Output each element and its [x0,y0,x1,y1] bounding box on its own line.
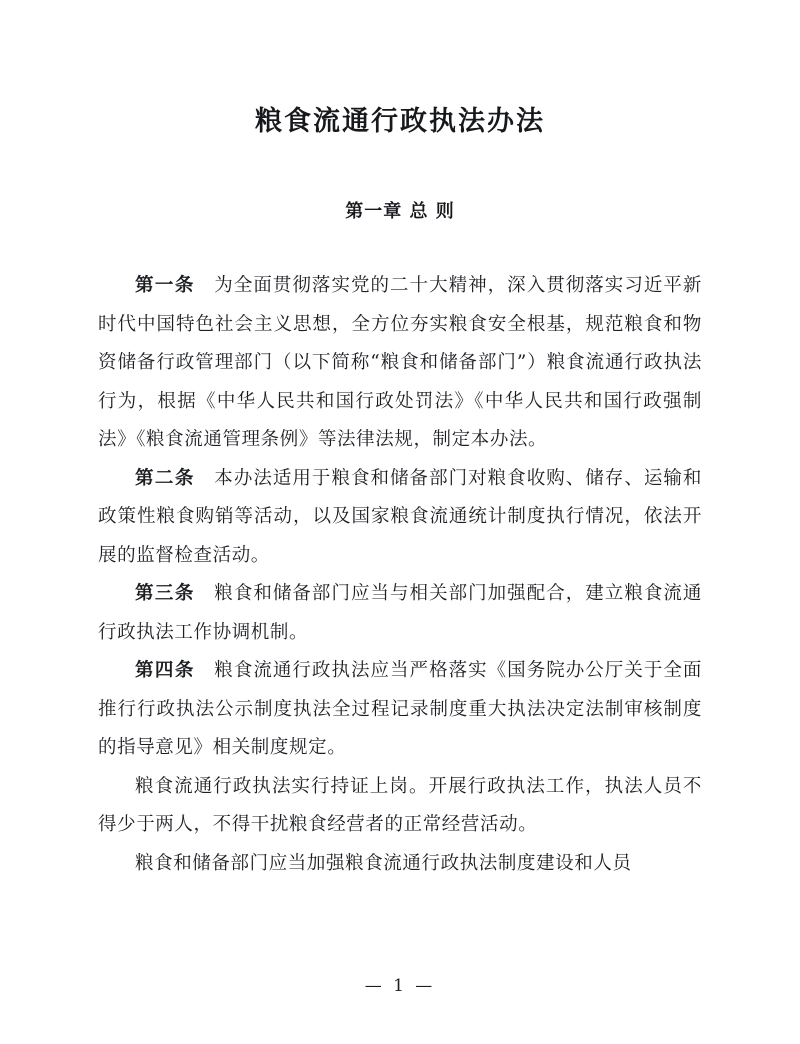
paragraph [98,652,702,768]
article-number: 第一条 [135,275,195,297]
paragraph [98,460,702,576]
page-title: 粮食流通行政执法办法 [255,106,545,137]
paragraph-text: 为全面贯彻落实党的二十大精神，深入贯彻落实习近平新时代中国特色社会主义思想，全方位夯实粮食安全根基，规范粮食和物资储备行政管理部门（以下简称“粮食和储备部门”）粮食流通行政执法行为，根据《中华人民共和国行政处罚法》《中华人民共和国行政强制法》《粮食流通管理条例》等法律法规，制定本办法。 [98,275,702,451]
article-number: 第二条 [135,467,195,489]
paragraph [98,768,702,845]
paragraph [98,267,702,460]
paragraph-text: 粮食流通行政执法实行持证上岗。开展行政执法工作，执法人员不得少于两人，不得干扰粮食经营者的正常经营活动。 [98,775,702,836]
paragraph-text: 粮食和储备部门应当加强粮食流通行政执法制度建设和人员 [135,852,632,874]
paragraph [98,845,702,884]
paragraph [98,575,702,652]
article-number: 第四条 [135,660,195,682]
chapter-heading: 第一章 总 则 [345,201,455,223]
paragraph-text: 粮食流通行政执法应当严格落实《国务院办公厅关于全面推行行政执法公示制度执法全过程记录制度重大执法决定法制审核制度的指导意见》相关制度规定。 [98,660,702,759]
paragraph-text: 粮食和储备部门应当与相关部门加强配合，建立粮食流通行政执法工作协调机制。 [98,583,702,643]
paragraph-text: 本办法适用于粮食和储备部门对粮食收购、储存、运输和政策性粮食购销等活动，以及国家粮食流通统计制度执行情况，依法开展的监督检查活动。 [98,467,702,566]
article-number: 第三条 [135,583,195,605]
document-body [98,223,702,883]
page-number: — 1 — [364,976,436,996]
